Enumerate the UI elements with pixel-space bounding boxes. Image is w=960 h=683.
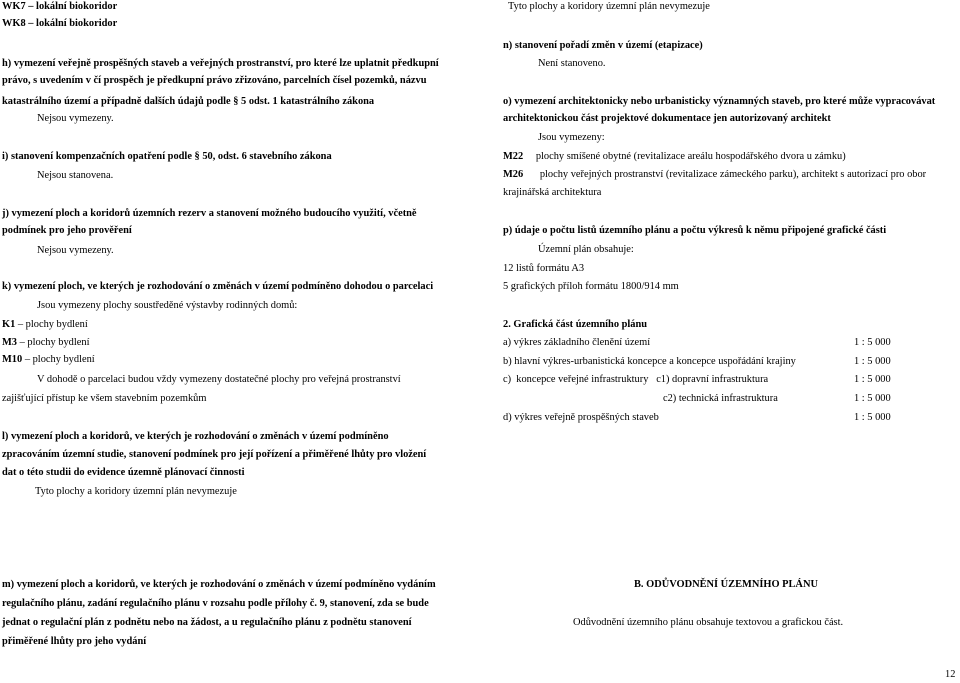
- o-item-m26-cont: krajinářská architektura: [503, 187, 602, 198]
- wk7-line: WK7 – lokální biokoridor: [2, 1, 118, 12]
- graphic-row-scale: 1 : 5 000: [854, 393, 891, 404]
- k-item-m10: [2, 351, 95, 368]
- section-j-title-2: podmínek pro jeho prověření: [2, 225, 132, 236]
- page-number: 12: [945, 669, 956, 680]
- section-graphic-title: 2. Grafická část územního plánu: [503, 319, 648, 330]
- o-item-desc: plochy smíšené obytné (revitalizace areálu hospodářského dvora u zámku): [535, 151, 846, 162]
- section-o-title-1: o) vymezení architektonicky nebo urbanisticky významných staveb, pro které může vypracovávat: [503, 96, 936, 107]
- k-item-code: M10: [2, 354, 23, 365]
- section-i-text: Nejsou stanovena.: [37, 170, 114, 181]
- top-note: Tyto plochy a koridory územní plán nevymezuje: [508, 1, 710, 12]
- graphic-row-scale: 1 : 5 000: [854, 412, 891, 423]
- o-item-m26: [503, 166, 926, 183]
- section-m-title-3: jednat o regulační plán z podnětu nebo na žádost, a u regulačního plánu z podnětu stanovení: [2, 617, 412, 628]
- graphic-row-scale: 1 : 5 000: [854, 374, 891, 385]
- k-note-1: V dohodě o parcelaci budou vždy vymezeny dostatečné plochy pro veřejná prostranství: [37, 374, 401, 385]
- k-item-desc: – plochy bydlení: [17, 319, 88, 330]
- wk8-line: WK8 – lokální biokoridor: [2, 18, 118, 29]
- section-h-title-3: katastrálního území a případně dalších údajů podle § 5 odst. 1 katastrálního zákona: [2, 96, 375, 107]
- section-i-title: i) stanovení kompenzačních opatření podle § 50, odst. 6 stavebního zákona: [2, 151, 332, 162]
- o-item-desc: plochy veřejných prostranství (revitalizace zámeckého parku), architekt s autorizací pro obor: [539, 169, 927, 180]
- section-l-title-2: zpracováním územní studie, stanovení podmínek pro její pořízení a přiměřené lhůty pro vložení: [2, 449, 427, 460]
- section-k-text: Jsou vymezeny plochy soustředěné výstavby rodinných domů:: [37, 300, 298, 311]
- k-item-code: K1: [2, 319, 16, 330]
- section-l-text: Tyto plochy a koridory územní plán nevymezuje: [35, 486, 237, 497]
- section-l-title-1: l) vymezení ploch a koridorů, ve kterých je rozhodování o změnách v území podmíněno: [2, 431, 389, 442]
- graphic-row-label: d) výkres veřejně prospěšných staveb: [503, 412, 659, 423]
- graphic-row-scale: 1 : 5 000: [854, 356, 891, 367]
- section-p-title: p) údaje o počtu listů územního plánu a počtu výkresů k němu připojené grafické části: [503, 225, 887, 236]
- k-item-m3: [2, 334, 89, 351]
- section-j-text: Nejsou vymezeny.: [37, 245, 114, 256]
- section-h-text: Nejsou vymezeny.: [37, 113, 114, 124]
- o-item-code: M26: [503, 169, 524, 180]
- o-item-m22: [503, 148, 846, 165]
- k-note-2: zajišťující přístup ke všem stavebním pozemkům: [2, 393, 207, 404]
- graphic-row-label: c2) technická infrastruktura: [663, 393, 778, 404]
- p-line-1: 12 listů formátu A3: [503, 263, 585, 274]
- k-item-desc: – plochy bydlení: [24, 354, 95, 365]
- k-item-code: M3: [2, 337, 18, 348]
- section-b-title: B. ODŮVODNĚNÍ ÚZEMNÍHO PLÁNU: [634, 579, 818, 590]
- section-j-title-1: j) vymezení ploch a koridorů územních rezerv a stanovení možného budoucího využití, včetně: [2, 208, 417, 219]
- section-m-title-1: m) vymezení ploch a koridorů, ve kterých je rozhodování o změnách v území podmíněno vydáním: [2, 579, 436, 590]
- graphic-row-scale: 1 : 5 000: [854, 337, 891, 348]
- section-l-title-3: dat o této studii do evidence územně plánovací činnosti: [2, 467, 245, 478]
- k-item-k1: [2, 316, 88, 333]
- k-item-desc: – plochy bydlení: [19, 337, 90, 348]
- section-k-title: k) vymezení ploch, ve kterých je rozhodování o změnách v území podmíněno dohodou o parcelaci: [2, 281, 434, 292]
- section-b-text: Odůvodnění územního plánu obsahuje textovou a grafickou část.: [573, 617, 844, 628]
- section-m-title-4: přiměřené lhůty pro jeho vydání: [2, 636, 147, 647]
- graphic-row-label: b) hlavní výkres-urbanistická koncepce a koncepce uspořádání krajiny: [503, 356, 796, 367]
- section-h-title-1: h) vymezení veřejně prospěšných staveb a veřejných prostranství, pro které lze uplatnit předkupní: [2, 58, 439, 69]
- section-n-title: n) stanovení pořadí změn v území (etapizace): [503, 40, 703, 51]
- section-o-text: Jsou vymezeny:: [538, 132, 605, 143]
- section-p-text: Územní plán obsahuje:: [538, 244, 634, 255]
- graphic-row-label: a) výkres základního členění území: [503, 337, 651, 348]
- o-item-code: M22: [503, 151, 524, 162]
- section-n-text: Není stanoveno.: [538, 58, 606, 69]
- graphic-row-label: c) koncepce veřejné infrastruktury c1) dopravní infrastruktura: [503, 374, 769, 385]
- section-h-title-2: právo, s uvedením v čí prospěch je předkupní právo zřizováno, parcelních čísel pozemků, názvu: [2, 75, 427, 86]
- section-m-title-2: regulačního plánu, zadání regulačního plánu v rozsahu podle přílohy č. 9, stanovení, zda se bude: [2, 598, 429, 609]
- p-line-2: 5 grafických příloh formátu 1800/914 mm: [503, 281, 679, 292]
- section-o-title-2: architektonickou část projektové dokumentace jen autorizovaný architekt: [503, 113, 831, 124]
